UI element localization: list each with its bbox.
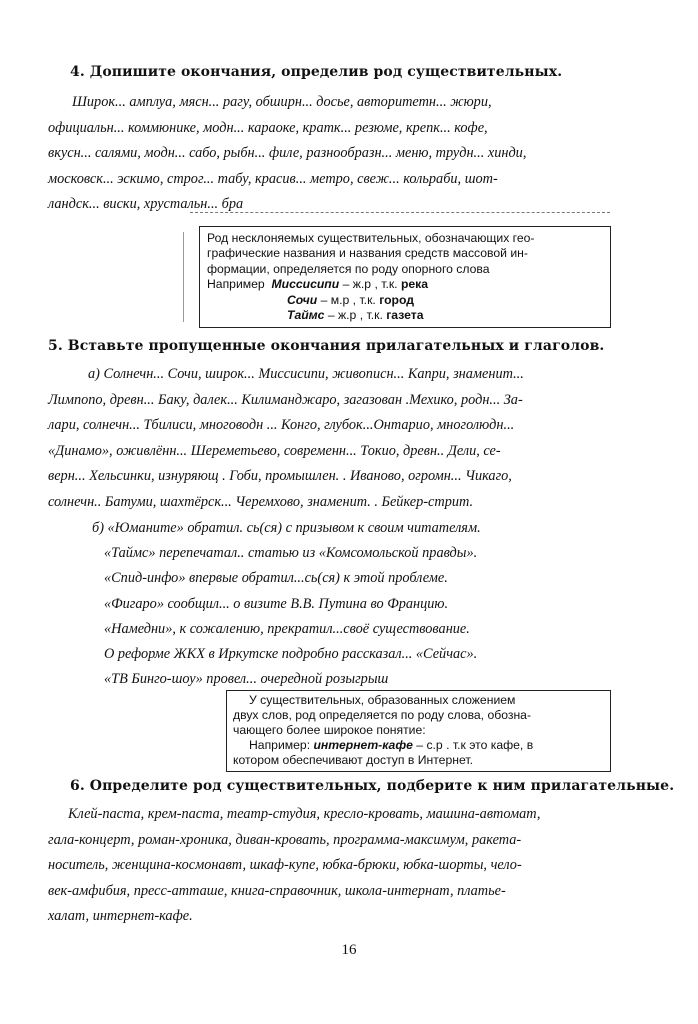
note-1-line: Род несклоняемых существительных, обозначающих гео-	[207, 231, 535, 245]
example-gram: – м.р , т.к.	[317, 292, 380, 307]
example-rest: – с.р . т.к это кафе, в	[412, 738, 534, 752]
rule-note-compound	[226, 690, 611, 772]
example-intro: Например	[207, 277, 265, 292]
note-1-example	[207, 293, 604, 308]
example-word: газета	[386, 308, 424, 323]
task-5b-line: «ТВ Бинго-шоу» провел... очередной розыгрыш	[104, 671, 389, 688]
task-4-line: вкусн... салями, модн... сабо, рыбн... филе, разнообразн... меню, трудн... хинди,	[48, 145, 527, 162]
example-word: город	[379, 292, 415, 307]
note-2-line: У существительных, образованных сложением	[249, 693, 516, 707]
task-5a-line: верн... Хельсинки, изнуряющ . Гоби, промышлен. . Иваново, огромн... Чикаго,	[48, 468, 512, 485]
rule-note-indeclinable	[199, 226, 611, 328]
task-5b-line: б) «Юманите» обратил. сь(ся) с призывом к своим читателям.	[92, 520, 481, 536]
example-intro: Например:	[249, 738, 314, 752]
page-number: 16	[341, 942, 357, 958]
example-word: река	[400, 277, 429, 292]
decorative-rule	[183, 232, 184, 322]
task-5a-line: солнечн.. Батуми, шахтёрск... Черемхово, знаменит. . Бейкер-стрит.	[48, 493, 474, 510]
task-6-line: Клей-паста, крем-паста, театр-студия, кресло-кровать, машина-автомат,	[68, 806, 541, 822]
task-4-line: официальн... коммюнике, модн... караоке, кратк... резюме, крепк... кофе,	[48, 119, 488, 136]
task-4-title: 4. Допишите окончания, определив род существительных.	[70, 64, 563, 80]
task-6-text	[48, 802, 634, 930]
task-6-line: носитель, женщина-космонавт, шкаф-купе, юбка-брюки, юбка-шорты, чело-	[48, 857, 522, 874]
task-4-line: московск... эскимо, строг... табу, красив... метро, свеж... кольраби, шот-	[48, 170, 498, 187]
example-term: Таймс	[287, 308, 325, 323]
note-2-line: чающего более широкое понятие:	[233, 723, 426, 737]
task-5b-text	[48, 516, 634, 692]
task-5a-line: а) Солнечн... Сочи, широк... Миссисипи, живописн... Капри, знаменит...	[88, 366, 524, 382]
note-1-example	[207, 277, 604, 292]
example-term: Миссисипи	[271, 277, 340, 292]
task-6-line: халат, интернет-кафе.	[48, 908, 193, 925]
task-5b-line: «Спид-инфо» впервые обратил...сь(ся) к этой проблеме.	[104, 570, 448, 587]
example-gram: – ж.р , т.к.	[339, 277, 401, 292]
note-2-line: котором обеспечивают доступ в Интернет.	[233, 753, 473, 767]
task-4-line: Широк... амплуа, мясн... рагу, обширн... досье, авторитетн... жюри,	[72, 94, 492, 110]
task-5a-line: Лимпопо, древн... Баку, далек... Килиманджаро, загазован .Мехико, родн... За-	[48, 391, 523, 408]
task-5a-line: лари, солнечн... Тбилиси, многоводн ... Конго, глубок...Онтарио, многолюдн...	[48, 417, 515, 434]
task-5b-line: «Фигаро» сообщил... о визите В.В. Путина во Францию.	[104, 595, 449, 612]
task-5-title: 5. Вставьте пропущенные окончания прилагательных и глаголов.	[48, 338, 605, 354]
example-term: Сочи	[287, 292, 318, 307]
note-2-line: двух слов, род определяется по роду слова, обозна-	[233, 708, 532, 722]
example-gram: – ж.р , т.к.	[324, 308, 387, 323]
task-5b-line: «Таймс» перепечатал.. статью из «Комсомольской правды».	[104, 545, 478, 562]
task-6-line: век-амфибия, пресс-атташе, книга-справочник, школа-интернат, платье-	[48, 882, 506, 899]
task-4-line: ландск... виски, хрустальн... бра	[48, 196, 244, 213]
note-1-line: формации, определяется по роду опорного слова	[207, 261, 490, 276]
task-5a-text	[48, 362, 634, 516]
note-2-example	[233, 738, 605, 753]
decorative-dash	[190, 212, 610, 213]
task-4-text	[48, 90, 634, 218]
task-6-line: гала-концерт, роман-хроника, диван-кровать, программа-максимум, ракета-	[48, 831, 522, 848]
task-5b-line: «Намедни», к сожалению, прекратил...своё существование.	[104, 620, 470, 637]
example-term: интернет-кафе	[313, 738, 413, 752]
task-5a-line: «Динамо», оживлённ... Шереметьево, современн... Токио, древн.. Дели, се-	[48, 442, 501, 459]
task-5b-line: О реформе ЖКХ в Иркутске подробно рассказал... «Сейчас».	[104, 646, 478, 663]
note-1-example	[207, 308, 604, 323]
note-1-line: графические названия и названия средств массовой ин-	[207, 246, 528, 261]
task-6-title: 6. Определите род существительных, подберите к ним прилагательные.	[70, 778, 675, 794]
